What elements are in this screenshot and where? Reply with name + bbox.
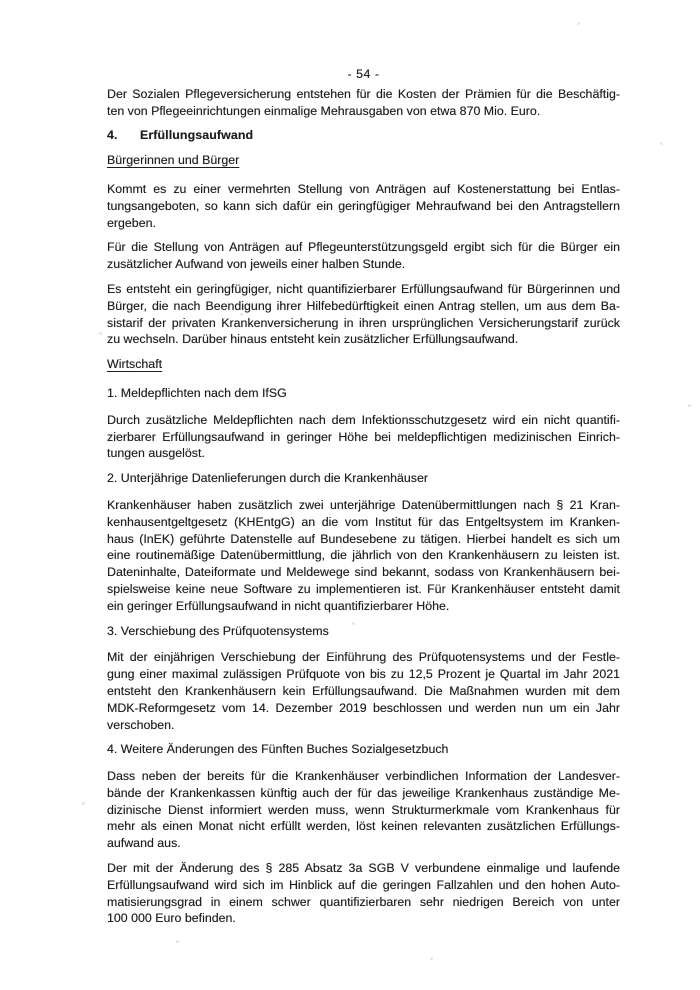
underlined-subheading: Wirtschaft xyxy=(107,357,163,372)
text-line: Dass neben der bereits für die Krankenhäuser verbindlichen Information der Landesver- xyxy=(107,769,620,784)
numbered-item: 3. Verschiebung des Prüfquotensystems xyxy=(107,623,329,638)
paragraph xyxy=(107,412,620,462)
text-line: sistarif der privaten Krankenversicherung in ihren ursprünglichen Versicherungstarif zurück xyxy=(107,315,620,330)
text-line: ein geringer Erfüllungsaufwand in nicht quantifizierbarer Höhe. xyxy=(107,598,450,613)
text-line: ten von Pflegeeinrichtungen einmalige Mehrausgaben von etwa 870 Mio. Euro. xyxy=(107,103,541,118)
scan-speckle xyxy=(660,142,663,145)
text-line: Der Sozialen Pflegeversicherung entstehen für die Kosten der Prämien für die Beschäftig- xyxy=(107,86,620,101)
text-line: Durch zusätzliche Meldepflichten nach dem Infektionsschutzgesetz wird ein nicht quantifi- xyxy=(107,412,620,427)
text-line: aufwand aus. xyxy=(107,836,181,851)
text-line: dizinische Dienst informiert werden muss, wenn Strukturmerkmale vom Krankenhaus für xyxy=(107,802,620,817)
text-line: zu wechseln. Darüber hinaus entsteht kein zusätzlicher Erfüllungsaufwand. xyxy=(107,332,519,347)
numbered-item: 2. Unterjährige Datenlieferungen durch die Krankenhäuser xyxy=(107,471,428,486)
scan-speckle xyxy=(688,404,691,407)
scan-speckle xyxy=(430,957,433,960)
document-body xyxy=(107,86,620,927)
paragraph xyxy=(107,497,620,615)
text-line: zusätzlicher Aufwand von jeweils einer halben Stunde. xyxy=(107,257,406,272)
text-line: Für die Stellung von Anträgen auf Pflegeunterstützungsgeld ergibt sich für die Bürger ein xyxy=(107,240,620,255)
text-line: bände der Krankenkassen künftig auch der für das jeweilige Krankenhaus zuständige Me- xyxy=(107,785,620,800)
text-line: Kommt es zu einer vermehrten Stellung von Anträgen auf Kostenerstattung bei Entlas- xyxy=(107,181,620,196)
numbered-item: 1. Meldepflichten nach dem IfSG xyxy=(107,385,287,400)
paragraph xyxy=(107,181,620,231)
text-line: Erfüllungsaufwand wird sich im Hinblick auf die geringen Fallzahlen und den hohen Auto- xyxy=(107,877,620,892)
text-line: entsteht den Krankenhäusern kein Erfüllungsaufwand. Die Maßnahmen wurden mit dem xyxy=(107,683,620,698)
text-line: mehr als einen Monat nicht erfüllt werden, löst keinen relevanten zusätzlichen Erfüllungs- xyxy=(107,819,620,834)
text-line: verschoben. xyxy=(107,717,175,732)
text-line: eine routinemäßige Datenübermittlung, die jährlich von den Krankenhäusern zu leisten ist. xyxy=(107,548,620,563)
numbered-item: 4. Weitere Änderungen des Fünften Buches Sozialgesetzbuch xyxy=(107,742,449,757)
paragraph xyxy=(107,768,620,852)
text-line: matisierungsgrad in einem schwer quantifizierbaren sehr niedrigen Bereich von unter xyxy=(107,894,620,909)
text-line: MDK-Reformgesetz vom 14. Dezember 2019 beschlossen und werden nun um ein Jahr xyxy=(107,700,620,715)
heading-text: Erfüllungsaufwand xyxy=(140,128,254,143)
text-line: kenhausentgeltgesetz (KHEntgG) an die vom Institut für das Entgeltsystem im Kranken- xyxy=(107,514,620,529)
text-line: Bürger, die nach Beendigung ihrer Hilfebedürftigkeit einen Antrag stellen, um aus dem Ba- xyxy=(107,298,620,313)
scan-speckle xyxy=(577,22,580,25)
text-line: haus (InEK) geführte Datenstelle auf Bundesebene zu tätigen. Hierbei handelt es sich um xyxy=(107,531,620,546)
text-line: ergeben. xyxy=(107,215,156,230)
text-line: Der mit der Änderung des § 285 Absatz 3a SGB V verbundene einmalige und laufende xyxy=(107,861,620,876)
scan-speckle xyxy=(82,802,85,805)
text-line: Mit der einjährigen Verschiebung der Einführung des Prüfquotensystems und der Festle- xyxy=(107,650,620,665)
text-line: spielsweise keine neue Software zu implementieren ist. Für Krankenhäuser entsteht damit xyxy=(107,581,620,596)
text-column xyxy=(107,66,620,935)
text-line: Krankenhäuser haben zusätzlich zwei unterjährige Datenübermittlungen nach § 21 Kran- xyxy=(107,497,620,512)
page-number: - 54 - xyxy=(347,67,380,81)
text-line: 100 000 Euro befinden. xyxy=(107,911,236,926)
text-line: Es entsteht ein geringfügiger, nicht quantifizierbarer Erfüllungsaufwand für Bürgerinnen und xyxy=(107,281,620,296)
section-heading xyxy=(107,127,620,144)
scan-speckle xyxy=(176,940,179,943)
underlined-subheading: Bürgerinnen und Bürger xyxy=(107,153,240,168)
paragraph xyxy=(107,239,620,273)
text-line: tungen ausgelöst. xyxy=(107,446,205,461)
text-line: zierbarer Erfüllungsaufwand in geringer Höhe bei meldepflichtigen medizinischen Einrich- xyxy=(107,429,620,444)
text-line: Dateninhalte, Dateiformate und Meldewege sind bekannt, sodass von Krankenhäusern bei- xyxy=(107,565,620,580)
paragraph xyxy=(107,860,620,927)
scan-speckle xyxy=(99,332,102,335)
heading-number: 4. xyxy=(107,128,118,143)
text-line: tungsangeboten, so kann sich dafür ein geringfügiger Mehraufwand bei den Antragstellern xyxy=(107,198,620,213)
paragraph xyxy=(107,281,620,348)
paragraph xyxy=(107,649,620,733)
paragraph xyxy=(107,86,620,120)
text-line: gung einer maximal zulässigen Prüfquote von bis zu 12,5 Prozent je Quartal im Jahr 2021 xyxy=(107,667,620,682)
